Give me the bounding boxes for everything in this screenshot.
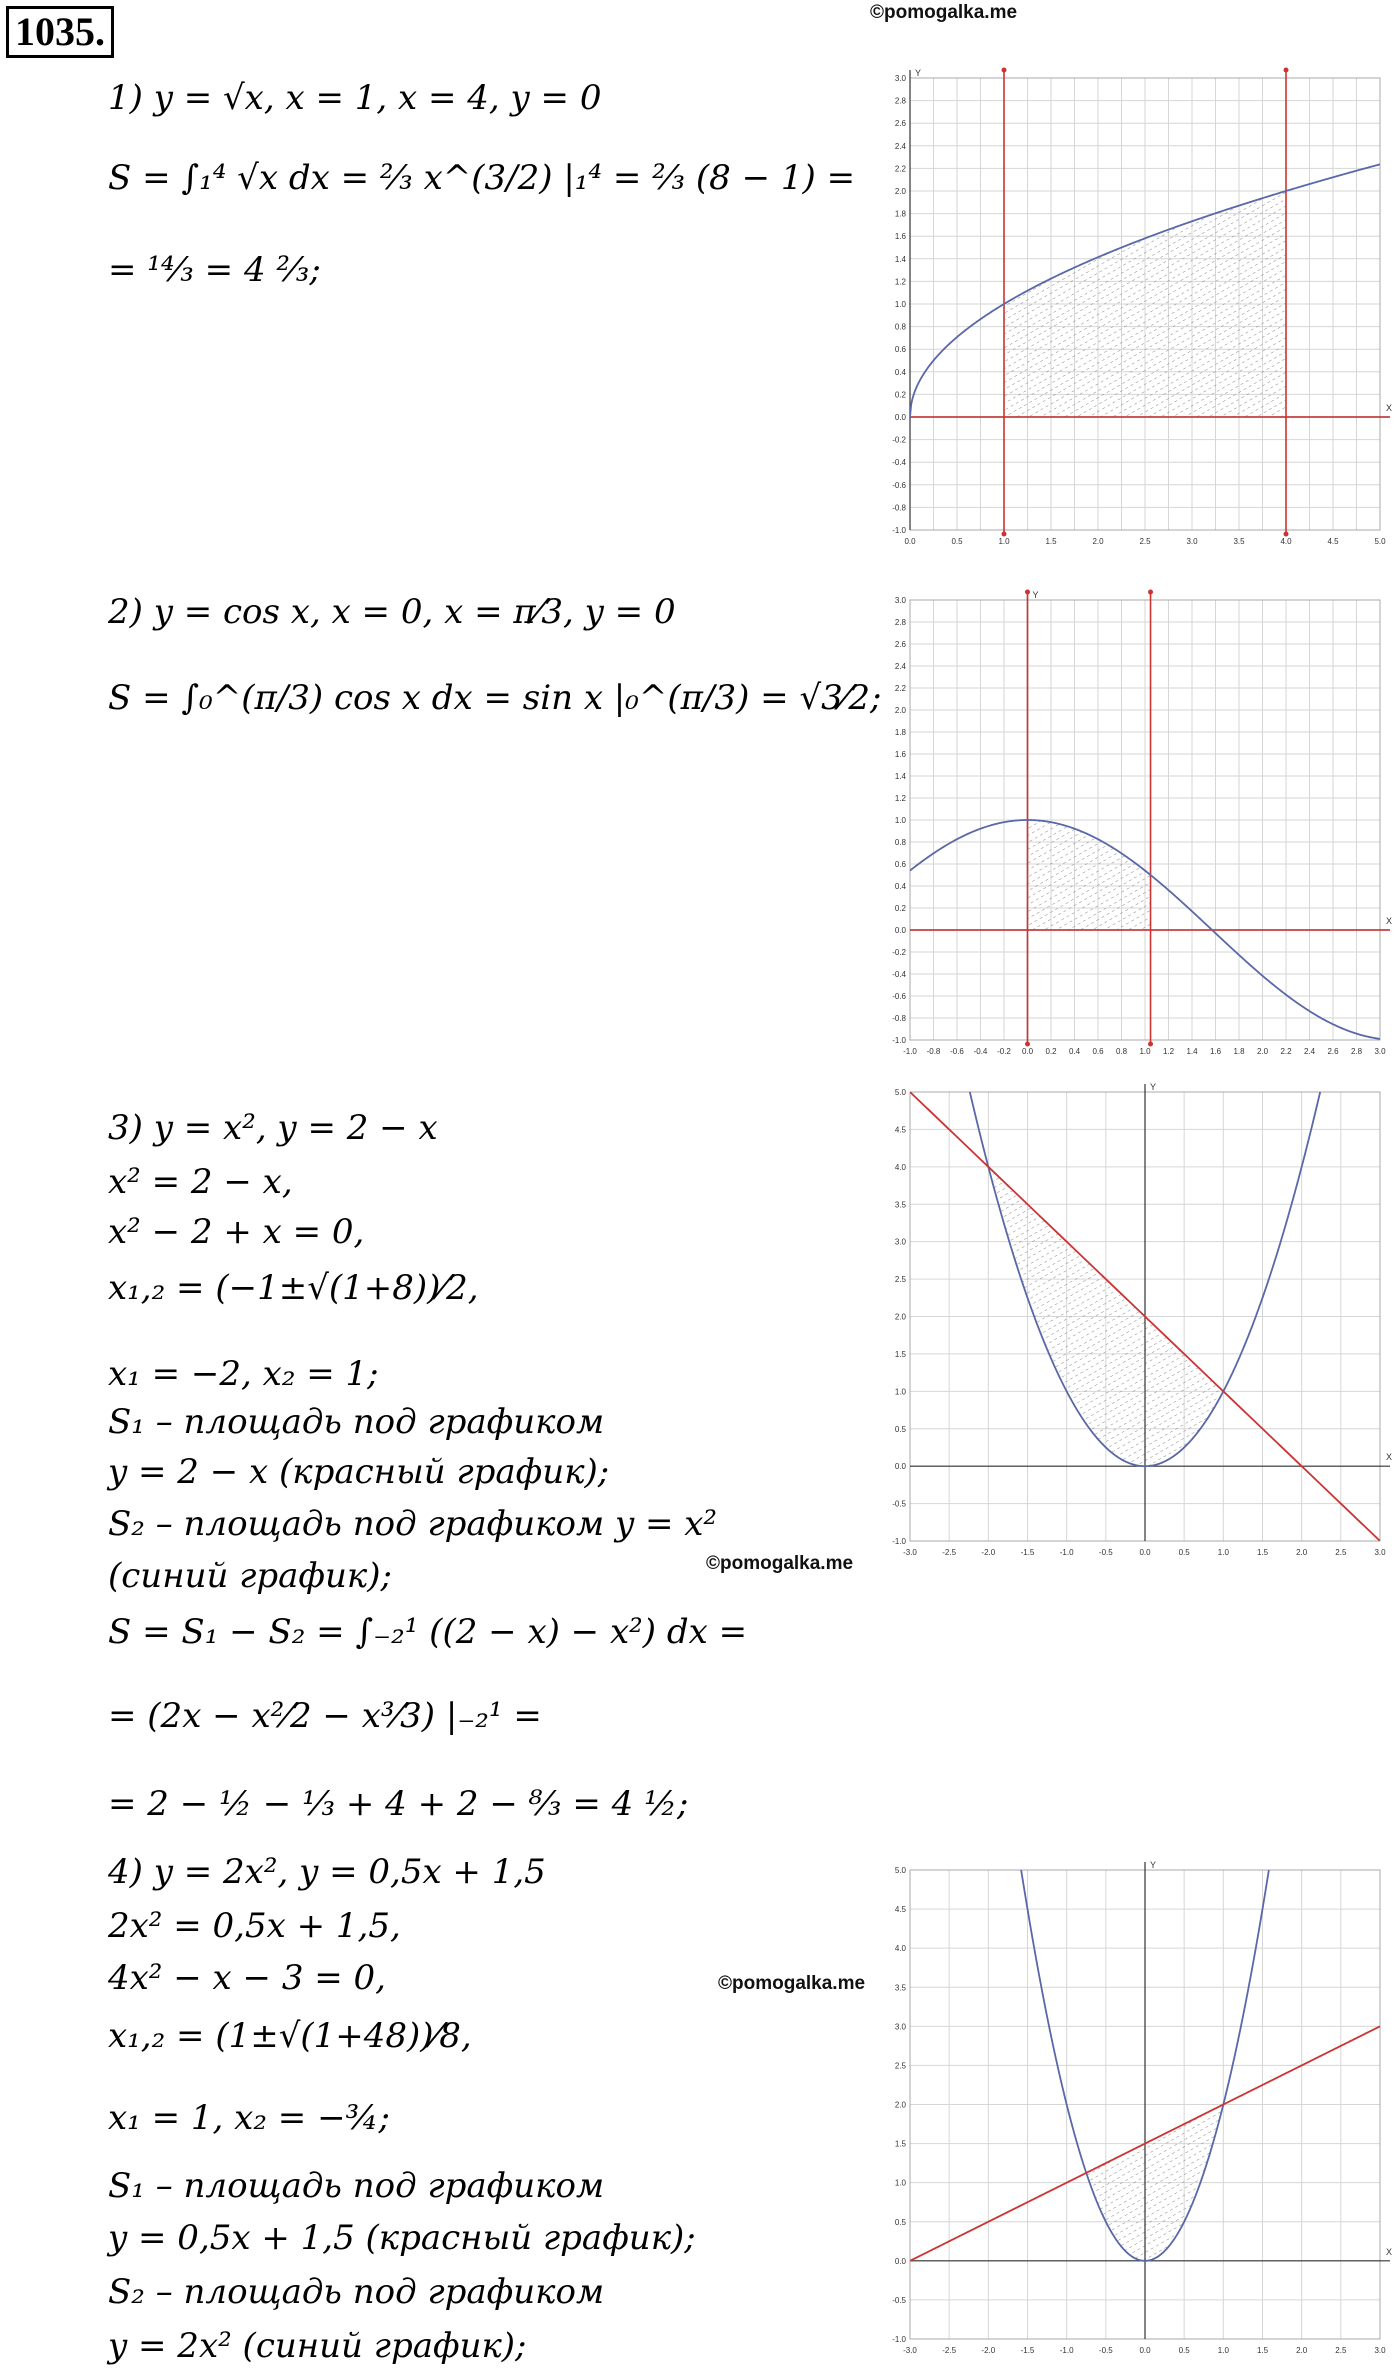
solution-line-p4-4: x₁,₂ = (1±√(1+48))⁄8, bbox=[108, 2016, 472, 2056]
y-tick-label: 1.8 bbox=[894, 728, 906, 737]
x-axis-label: X bbox=[1386, 916, 1393, 926]
y-tick-label: 1.2 bbox=[894, 277, 906, 287]
solution-line-p1-1: 1) y = √x, x = 1, x = 4, y = 0 bbox=[108, 78, 602, 118]
y-tick-label: 1.5 bbox=[894, 1349, 906, 1359]
y-tick-label: 1.8 bbox=[894, 209, 906, 219]
x-tick-label: -1.0 bbox=[1059, 1548, 1074, 1557]
x-tick-label: 0.5 bbox=[1178, 2346, 1190, 2355]
x-tick-label: 1.2 bbox=[1162, 1047, 1175, 1056]
x-tick-label: 1.0 bbox=[1217, 2346, 1229, 2355]
y-tick-label: 1.6 bbox=[894, 750, 906, 759]
x-tick-label: -0.5 bbox=[1098, 2346, 1113, 2355]
y-tick-label: 1.0 bbox=[894, 816, 906, 825]
x-axis-label: X bbox=[1386, 1452, 1393, 1463]
x-axis-label: X bbox=[1386, 403, 1393, 413]
x-tick-label: 2.0 bbox=[1296, 1548, 1308, 1557]
y-tick-label: 3.5 bbox=[894, 1200, 906, 1210]
solution-line-p4-7: y = 0,5x + 1,5 (красный график); bbox=[108, 2218, 696, 2258]
x-tick-label: -3.0 bbox=[903, 1548, 917, 1557]
y-tick-label: -1.0 bbox=[892, 1537, 906, 1546]
y-tick-label: 3.5 bbox=[894, 1983, 906, 1993]
y-tick-label: 4.0 bbox=[894, 1162, 906, 1172]
solution-line-p3-9: (синий график); bbox=[108, 1556, 392, 1596]
solution-line-p4-9: y = 2x² (синий график); bbox=[108, 2326, 527, 2366]
red-line-endpoint bbox=[1002, 68, 1007, 73]
grid bbox=[910, 600, 1380, 1040]
x-tick-label: 1.0 bbox=[998, 537, 1010, 546]
solution-line-p3-8: S₂ – площадь под графиком y = x² bbox=[108, 1504, 718, 1544]
y-tick-label: 3.0 bbox=[894, 1237, 906, 1247]
x-tick-label: 4.5 bbox=[1327, 537, 1339, 546]
y-tick-label: 1.6 bbox=[894, 232, 906, 242]
x-tick-label: 0.2 bbox=[1045, 1047, 1057, 1056]
solution-line-p2-1: 2) y = cos x, x = 0, x = π⁄3, y = 0 bbox=[108, 592, 676, 632]
x-tick-label: 2.5 bbox=[1335, 1548, 1347, 1557]
solution-line-p1-2: S = ∫₁⁴ √x dx = ²⁄₃ x^(3/2) |₁⁴ = ²⁄₃ (8 − 1) = bbox=[108, 158, 856, 198]
y-tick-label: 2.0 bbox=[894, 187, 906, 196]
y-tick-label: 1.0 bbox=[894, 2178, 906, 2188]
y-tick-label: 2.2 bbox=[894, 684, 906, 693]
y-tick-label: 3.0 bbox=[894, 596, 906, 605]
watermark-top: ©pomogalka.me bbox=[870, 2, 1018, 23]
red-line-endpoint bbox=[1148, 590, 1153, 595]
x-tick-label: 5.0 bbox=[1374, 537, 1386, 546]
chart-parabola-line bbox=[880, 1080, 1400, 1565]
y-tick-label: 2.2 bbox=[894, 164, 906, 174]
y-tick-label: 2.0 bbox=[894, 2100, 906, 2110]
y-tick-label: 5.0 bbox=[894, 1088, 906, 1097]
y-tick-label: -0.2 bbox=[892, 435, 906, 445]
y-axis-label: Y bbox=[1150, 1082, 1157, 1092]
red-line-endpoint bbox=[1025, 1042, 1030, 1047]
solution-line-p4-2: 2x² = 0,5x + 1,5, bbox=[108, 1906, 401, 1946]
y-tick-label: 3.0 bbox=[894, 2022, 906, 2032]
y-tick-label: 5.0 bbox=[894, 1866, 906, 1875]
y-tick-label: 0.2 bbox=[894, 390, 906, 400]
x-tick-label: 0.4 bbox=[1068, 1047, 1081, 1056]
x-tick-label: -2.0 bbox=[981, 2346, 996, 2355]
y-axis-label: Y bbox=[915, 68, 922, 78]
solution-line-p4-6: S₁ – площадь под графиком bbox=[108, 2166, 605, 2206]
x-tick-label: -2.5 bbox=[942, 1548, 957, 1557]
y-tick-label: 2.0 bbox=[894, 1312, 906, 1322]
x-axis-label: X bbox=[1386, 2246, 1393, 2257]
x-tick-label: -1.0 bbox=[903, 1047, 917, 1056]
x-tick-label: 2.6 bbox=[1327, 1047, 1339, 1056]
x-tick-label: 2.5 bbox=[1139, 537, 1151, 546]
x-tick-label: 2.8 bbox=[1350, 1047, 1363, 1056]
solution-line-p3-5: x₁ = −2, x₂ = 1; bbox=[108, 1354, 379, 1394]
y-tick-label: 2.0 bbox=[894, 706, 906, 715]
y-tick-label: 0.6 bbox=[894, 860, 906, 869]
solution-line-p3-6: S₁ – площадь под графиком bbox=[108, 1402, 605, 1442]
chart-cos bbox=[880, 588, 1400, 1064]
red-line-endpoint bbox=[1002, 532, 1007, 537]
x-tick-label: -3.0 bbox=[903, 2346, 917, 2355]
solution-line-p3-1: 3) y = x², y = 2 − x bbox=[108, 1108, 438, 1148]
x-tick-label: 2.0 bbox=[1256, 1047, 1269, 1056]
y-tick-label: 0.0 bbox=[894, 413, 906, 422]
solution-line-p4-5: x₁ = 1, x₂ = −¾; bbox=[108, 2098, 390, 2138]
y-tick-label: 0.8 bbox=[894, 838, 906, 847]
y-axis-label: Y bbox=[1032, 590, 1039, 600]
y-tick-label: 1.0 bbox=[894, 1387, 906, 1397]
solution-line-p1-3: = ¹⁴⁄₃ = 4 ²⁄₃; bbox=[108, 250, 321, 290]
solution-line-p4-3: 4x² − x − 3 = 0, bbox=[108, 1958, 386, 1998]
x-tick-label: -1.5 bbox=[1020, 2346, 1035, 2355]
solution-line-p4-8: S₂ – площадь под графиком bbox=[108, 2272, 605, 2312]
y-tick-label: 2.8 bbox=[894, 96, 906, 106]
x-tick-label: 0.8 bbox=[1115, 1047, 1128, 1056]
x-tick-label: 2.2 bbox=[1280, 1047, 1292, 1056]
y-tick-label: 0.2 bbox=[894, 904, 906, 913]
solution-line-p3-4: x₁,₂ = (−1±√(1+8))⁄2, bbox=[108, 1268, 479, 1308]
x-tick-label: -0.6 bbox=[950, 1047, 964, 1056]
y-tick-label: -0.2 bbox=[892, 948, 906, 957]
y-tick-label: 2.4 bbox=[894, 662, 906, 671]
x-tick-label: -2.5 bbox=[942, 2346, 957, 2355]
y-tick-label: 1.4 bbox=[894, 772, 906, 781]
x-tick-label: 0.0 bbox=[1139, 1548, 1151, 1557]
x-tick-label: 1.6 bbox=[1209, 1047, 1222, 1056]
solution-line-p3-11: = (2x − x²⁄2 − x³⁄3) |₋₂¹ = bbox=[108, 1696, 542, 1736]
x-tick-label: 1.0 bbox=[1217, 1548, 1229, 1557]
y-tick-label: 2.6 bbox=[894, 119, 906, 129]
shaded-area bbox=[1028, 820, 1151, 930]
x-tick-label: 0.0 bbox=[904, 537, 916, 546]
y-tick-label: -0.4 bbox=[892, 458, 906, 468]
y-tick-label: -0.6 bbox=[892, 480, 906, 490]
y-tick-label: -1.0 bbox=[892, 1036, 906, 1045]
watermark-middle: ©pomogalka.me bbox=[706, 1553, 854, 1574]
y-tick-label: -1.0 bbox=[892, 526, 906, 535]
x-tick-label: 3.0 bbox=[1374, 2346, 1386, 2355]
x-tick-label: 1.5 bbox=[1045, 537, 1057, 546]
red-line-endpoint bbox=[1284, 68, 1289, 73]
y-tick-label: 4.0 bbox=[894, 1944, 906, 1954]
y-tick-label: 0.4 bbox=[894, 367, 906, 377]
y-tick-label: 0.8 bbox=[894, 322, 906, 332]
x-tick-label: -0.4 bbox=[973, 1047, 988, 1056]
x-tick-label: 1.0 bbox=[1139, 1047, 1151, 1056]
solution-line-p3-3: x² − 2 + x = 0, bbox=[108, 1212, 365, 1252]
solution-line-p4-1: 4) y = 2x², y = 0,5x + 1,5 bbox=[108, 1852, 546, 1892]
y-axis-label: Y bbox=[1150, 1860, 1157, 1870]
y-tick-label: 2.6 bbox=[894, 640, 906, 649]
x-tick-label: 4.0 bbox=[1280, 537, 1292, 546]
red-line-endpoint bbox=[1148, 1042, 1153, 1047]
x-tick-label: 3.0 bbox=[1374, 1047, 1386, 1056]
y-tick-label: 0.0 bbox=[894, 2256, 906, 2266]
x-tick-label: 3.0 bbox=[1374, 1548, 1386, 1557]
x-tick-label: -1.0 bbox=[1059, 2346, 1074, 2355]
problem-number: 1035. bbox=[6, 6, 114, 58]
x-tick-label: -0.5 bbox=[1098, 1548, 1113, 1557]
solution-line-p3-12: = 2 − ½ − ⅓ + 4 + 2 − ⁸⁄₃ = 4 ½; bbox=[108, 1784, 689, 1824]
y-tick-label: 1.4 bbox=[894, 254, 906, 264]
x-tick-label: 1.5 bbox=[1256, 1548, 1269, 1557]
x-tick-label: -0.8 bbox=[926, 1047, 941, 1056]
y-tick-label: 0.0 bbox=[894, 926, 906, 935]
solution-line-p3-7: y = 2 − x (красный график); bbox=[108, 1452, 610, 1492]
red-line-endpoint bbox=[1025, 590, 1030, 595]
x-tick-label: -0.2 bbox=[997, 1047, 1011, 1056]
x-tick-label: 3.5 bbox=[1233, 537, 1245, 546]
y-tick-label: 2.5 bbox=[894, 1275, 906, 1285]
x-tick-label: 2.0 bbox=[1296, 2346, 1308, 2355]
y-tick-label: 0.5 bbox=[894, 2217, 906, 2227]
x-tick-label: 0.0 bbox=[1021, 1047, 1034, 1056]
y-tick-label: 1.2 bbox=[894, 794, 906, 803]
red-line-endpoint bbox=[1284, 532, 1289, 537]
x-tick-label: 1.8 bbox=[1233, 1047, 1245, 1056]
x-tick-label: 0.5 bbox=[951, 537, 963, 546]
x-tick-label: 2.5 bbox=[1335, 2346, 1347, 2355]
y-tick-label: -0.5 bbox=[892, 2295, 906, 2305]
y-tick-label: 2.4 bbox=[894, 141, 906, 151]
x-tick-label: 1.5 bbox=[1256, 2346, 1269, 2355]
y-tick-label: 0.6 bbox=[894, 345, 906, 355]
y-tick-label: 0.0 bbox=[894, 1462, 906, 1472]
x-tick-label: -2.0 bbox=[981, 1548, 996, 1557]
y-tick-label: -1.0 bbox=[892, 2335, 906, 2344]
solution-line-p3-10: S = S₁ − S₂ = ∫₋₂¹ ((2 − x) − x²) dx = bbox=[108, 1612, 748, 1652]
watermark-lower: ©pomogalka.me bbox=[718, 1973, 866, 1994]
x-tick-label: 2.0 bbox=[1092, 537, 1104, 546]
y-tick-label: 0.5 bbox=[894, 1424, 906, 1434]
y-tick-label: 1.5 bbox=[894, 2139, 906, 2149]
x-tick-label: -1.5 bbox=[1020, 1548, 1035, 1557]
y-tick-label: 2.8 bbox=[894, 618, 906, 627]
y-tick-label: 1.0 bbox=[894, 300, 906, 309]
y-tick-label: -0.6 bbox=[892, 992, 906, 1001]
x-tick-label: 1.4 bbox=[1186, 1047, 1198, 1056]
y-tick-label: -0.5 bbox=[892, 1499, 906, 1509]
y-tick-label: -0.4 bbox=[892, 970, 906, 979]
solution-line-p3-2: x² = 2 − x, bbox=[108, 1162, 293, 1202]
y-tick-label: 3.0 bbox=[894, 74, 906, 83]
y-tick-label: 2.5 bbox=[894, 2061, 906, 2071]
x-tick-label: 0.5 bbox=[1178, 1548, 1190, 1557]
y-tick-label: -0.8 bbox=[892, 1014, 906, 1023]
solution-line-p2-2: S = ∫₀^(π/3) cos x dx = sin x |₀^(π/3) = √3⁄2; bbox=[108, 678, 882, 718]
y-tick-label: 4.5 bbox=[894, 1905, 906, 1915]
y-tick-label: 0.4 bbox=[894, 882, 906, 891]
chart-sqrt bbox=[880, 66, 1400, 554]
x-tick-label: 3.0 bbox=[1186, 537, 1198, 546]
chart-parabola2-line bbox=[880, 1858, 1400, 2363]
x-tick-label: 2.4 bbox=[1303, 1047, 1316, 1056]
y-tick-label: 4.5 bbox=[894, 1125, 906, 1135]
y-tick-label: -0.8 bbox=[892, 503, 906, 513]
x-tick-label: 0.0 bbox=[1139, 2346, 1151, 2355]
x-tick-label: 0.6 bbox=[1092, 1047, 1104, 1056]
